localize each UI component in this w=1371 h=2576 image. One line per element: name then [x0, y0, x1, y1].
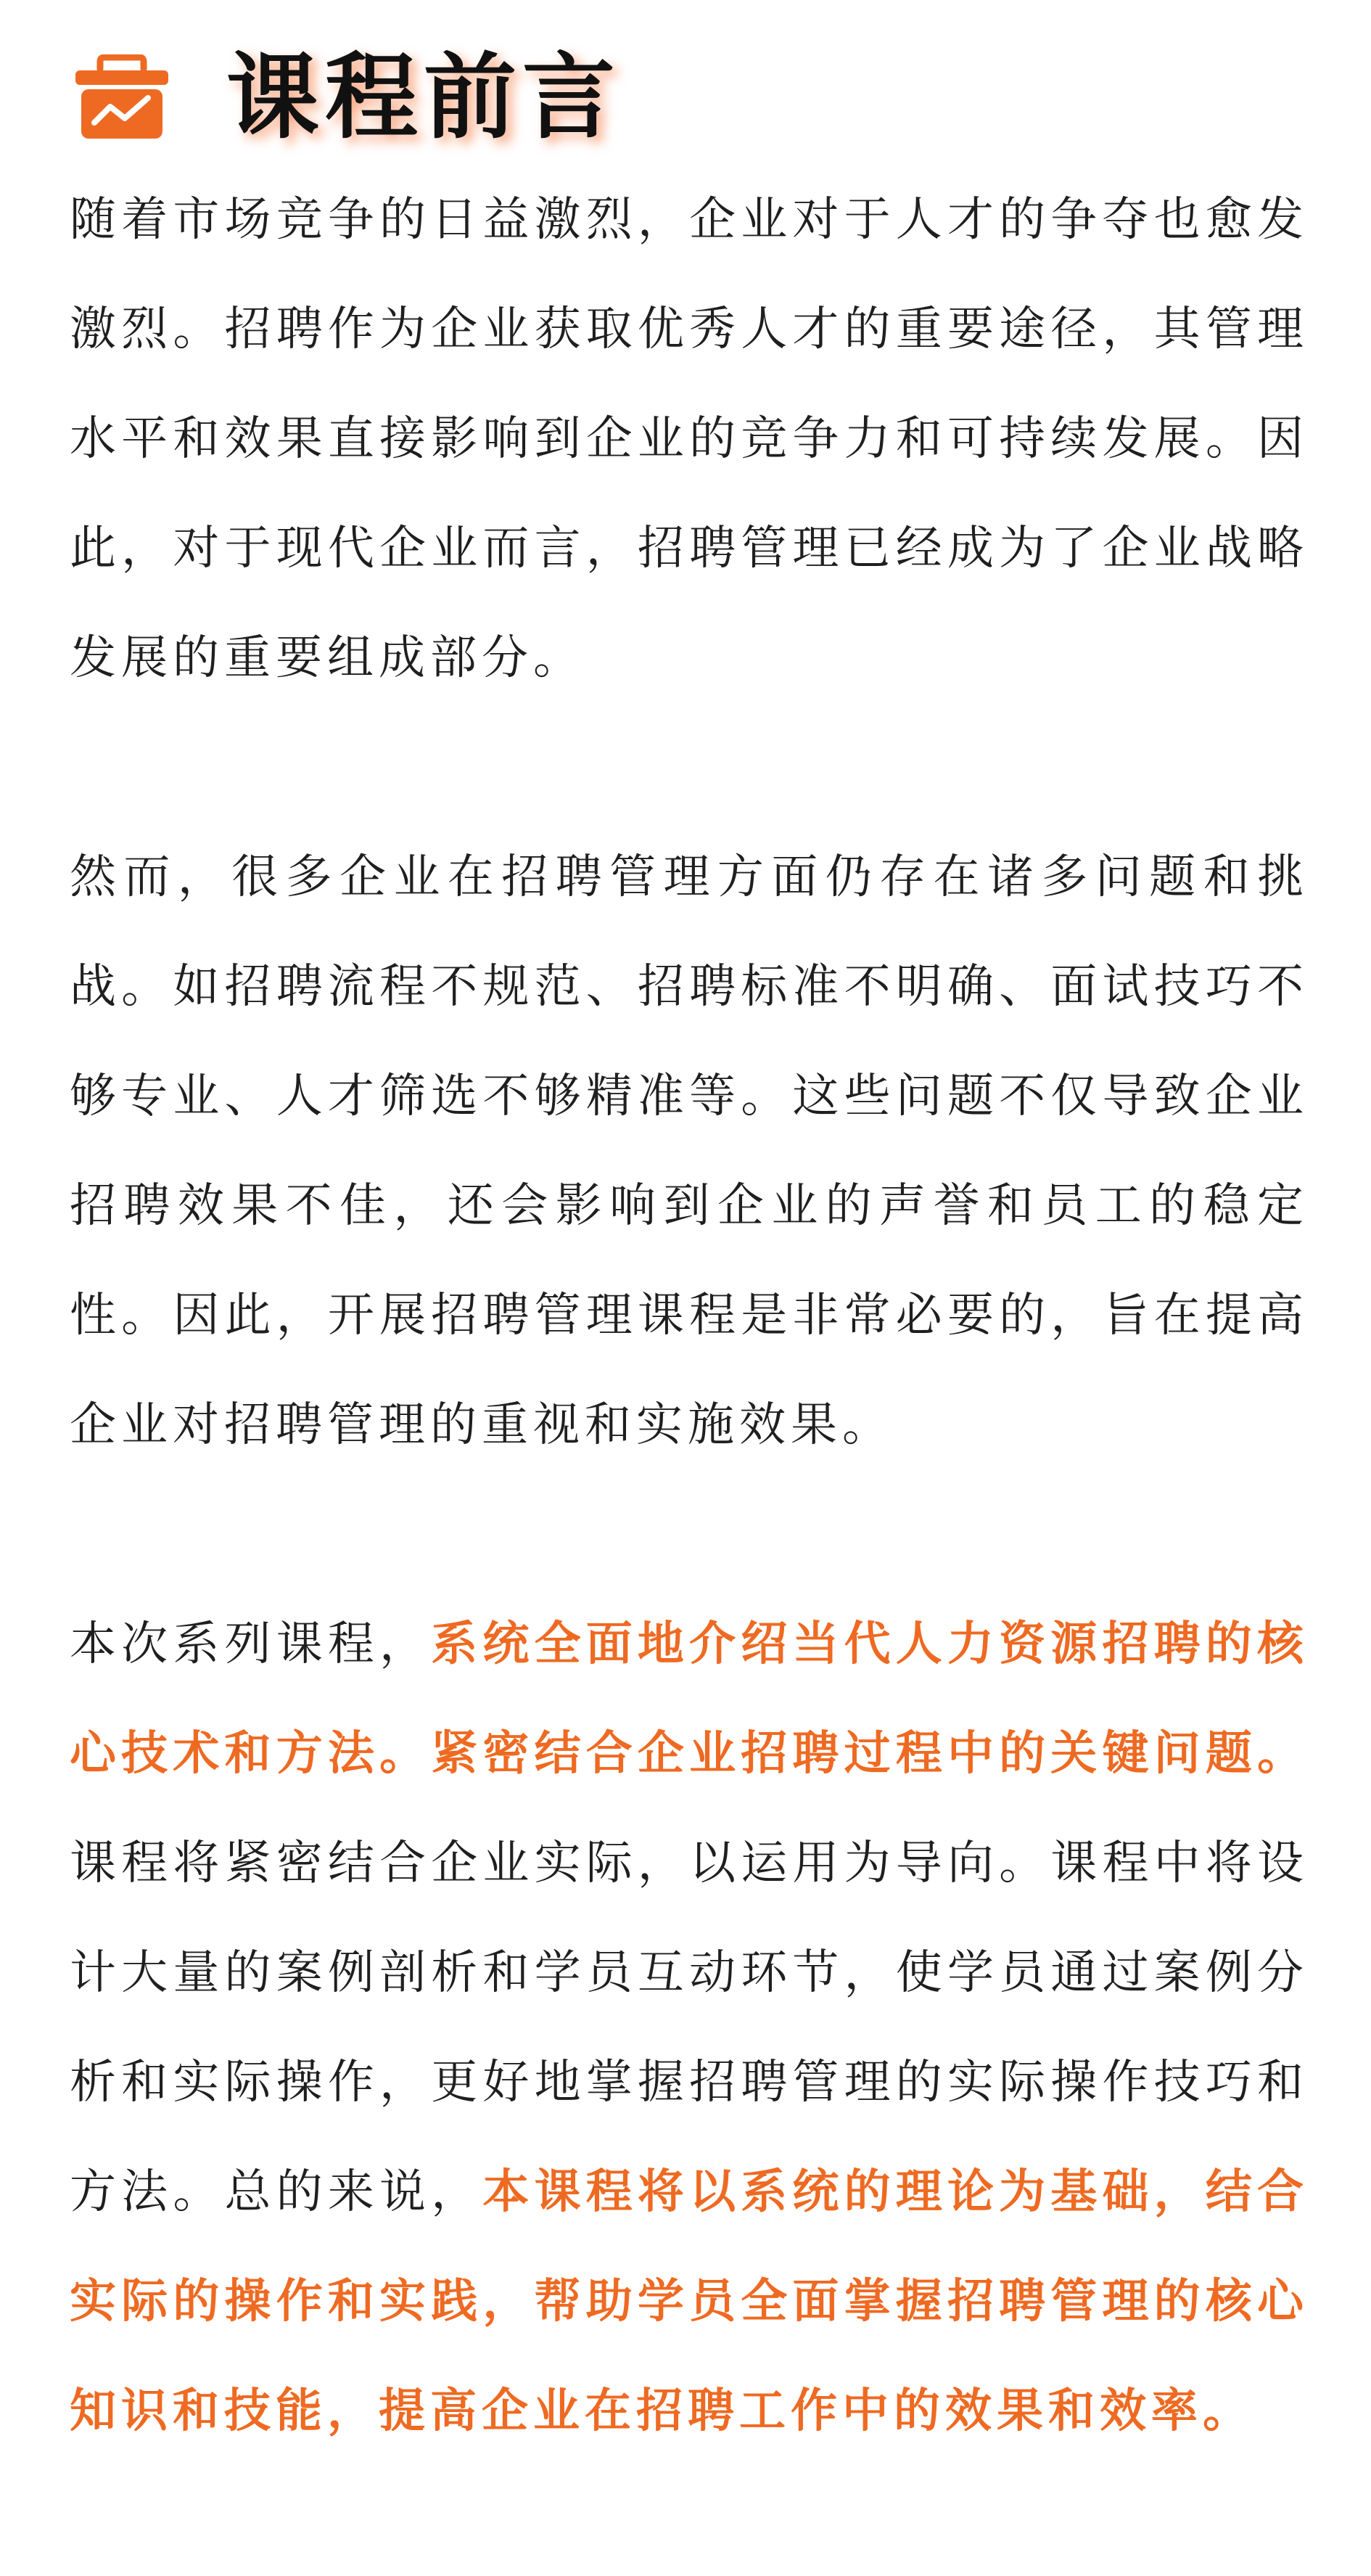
paragraph-text: 随着市场竞争的日益激烈，企业对于人才的争夺也愈发激烈。招聘作为企业获取优秀人才的重要途径，其管理水平和效果直接影响到企业的竞争力和可持续发展。因此，对于现代企业而言，招聘管理已经成为了企业战略发展的重要组成部分。 — [70, 193, 1309, 685]
highlighted-text: 系统全面地介绍当代人力资源招聘的核心技术和方法。紧密结合企业招聘过程中的关键问题。 — [70, 1617, 1309, 1781]
briefcase-chart-icon — [73, 54, 171, 141]
paragraph-text: 课程将紧密结合企业实际，以运用为导向。课程中将设计大量的案例剖析和学员互动环节，使学员通过案例分析和实际操作，更好地掌握招聘管理的实际操作技巧和方法。总的来说， — [70, 1837, 1309, 2219]
paragraph-3 — [70, 1590, 1309, 2466]
intro-body — [70, 165, 1309, 2466]
section-header — [73, 36, 621, 160]
page-title: 课程前言 — [226, 44, 622, 152]
paragraph-1 — [70, 165, 1309, 713]
paragraph-text: 然而，很多企业在招聘管理方面仍存在诸多问题和挑战。如招聘流程不规范、招聘标准不明确、面试技巧不够专业、人才筛选不够精准等。这些问题不仅导致企业招聘效果不佳，还会影响到企业的声誉和员工的稳定性。因此，开展招聘管理课程是非常必要的，旨在提高企业对招聘管理的重视和实施效果。 — [70, 850, 1309, 1452]
paragraph-text: 本次系列课程， — [70, 1617, 432, 1671]
highlighted-text: 本课程将以系统的理论为基础，结合实际的操作和实践，帮助学员全面掌握招聘管理的核心知识和技能，提高企业在招聘工作中的效果和效率。 — [70, 2165, 1309, 2438]
paragraph-2 — [70, 823, 1309, 1480]
